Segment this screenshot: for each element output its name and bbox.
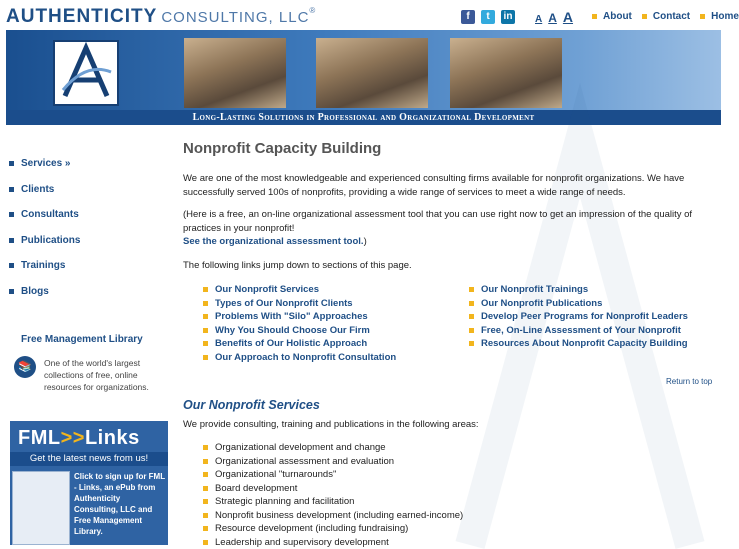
jump-link[interactable]: Benefits of Our Holistic Approach — [203, 337, 396, 351]
top-nav — [582, 11, 739, 22]
service-list-item: Resource development (including fundraising) — [203, 522, 463, 536]
bullet-icon — [642, 14, 647, 19]
logo-a-mark-icon — [53, 40, 119, 106]
top-bar — [0, 0, 727, 30]
jump-link[interactable]: Our Nonprofit Publications — [469, 297, 688, 311]
jump-link[interactable]: Types of Our Nonprofit Clients — [203, 297, 396, 311]
service-list-item: Leadership and supervisory development — [203, 536, 463, 549]
assessment-tool-link[interactable]: See the organizational assessment tool. — [183, 236, 364, 247]
service-list-item: Organizational development and change — [203, 441, 463, 455]
sidebar-item-services[interactable]: Services » — [6, 151, 169, 177]
jump-link[interactable]: Why You Should Choose Our Firm — [203, 324, 396, 338]
site-logo[interactable] — [6, 6, 315, 28]
jump-links-right — [469, 283, 688, 351]
jump-links-left — [203, 283, 396, 364]
bullet-icon — [9, 289, 14, 294]
social-links — [461, 10, 515, 24]
bullet-icon — [203, 540, 208, 545]
jump-link[interactable]: Resources About Nonprofit Capacity Building — [469, 337, 688, 351]
bullet-icon — [9, 187, 14, 192]
bullet-icon — [203, 341, 208, 346]
bullet-icon — [9, 161, 14, 166]
service-list-item: Organizational assessment and evaluation — [203, 455, 463, 469]
service-list-item: Organizational "turnarounds" — [203, 468, 463, 482]
sidebar — [6, 125, 169, 545]
bullet-icon — [203, 526, 208, 531]
font-size-controls — [535, 9, 573, 25]
bullet-icon — [203, 513, 208, 518]
bullet-icon — [203, 287, 208, 292]
logo-sub: CONSULTING, LLC — [161, 9, 309, 26]
newsletter-thumbnail-icon — [12, 471, 70, 545]
services-list — [203, 441, 463, 549]
library-icon: 📚 — [14, 356, 36, 378]
bullet-icon — [9, 263, 14, 268]
sidebar-item-publications[interactable]: Publications — [6, 228, 169, 254]
bullet-icon — [469, 301, 474, 306]
bullet-icon — [469, 341, 474, 346]
service-list-item: Board development — [203, 482, 463, 496]
banner-photo-team — [184, 38, 286, 108]
fml-links-signup-banner[interactable] — [10, 421, 168, 545]
font-size-small[interactable]: A — [535, 14, 542, 25]
twitter-icon[interactable]: t — [481, 10, 495, 24]
header-banner — [6, 30, 721, 125]
bullet-icon — [203, 459, 208, 464]
jump-link[interactable]: Our Nonprofit Services — [203, 283, 396, 297]
fml-ad-title: FML>>Links — [18, 427, 140, 450]
font-size-large[interactable]: A — [563, 9, 573, 25]
assessment-paragraph: (Here is a free, an on-line organizational assessment tool that you can use right now to get an impression of the quality of practices in your nonprofit! See the organizational assessment tool.) — [183, 208, 713, 249]
bullet-icon — [469, 287, 474, 292]
jump-link[interactable]: Problems With "Silo" Approaches — [203, 310, 396, 324]
sidebar-item-blogs[interactable]: Blogs — [6, 279, 169, 305]
return-to-top-link[interactable]: Return to top — [666, 377, 712, 386]
bullet-icon — [700, 14, 705, 19]
linkedin-icon[interactable]: in — [501, 10, 515, 24]
service-list-item: Nonprofit business development (including earned-income) — [203, 509, 463, 523]
banner-photo-meeting — [316, 38, 428, 108]
jump-link[interactable]: Develop Peer Programs for Nonprofit Leaders — [469, 310, 688, 324]
services-intro: We provide consulting, training and publications in the following areas: — [183, 418, 479, 432]
sidebar-item-consultants[interactable]: Consultants — [6, 202, 169, 228]
bullet-icon — [203, 486, 208, 491]
bullet-icon — [203, 328, 208, 333]
bullet-icon — [203, 301, 208, 306]
bullet-icon — [203, 472, 208, 477]
fml-description: One of the world's largest collections of free, online resources for organizations. — [44, 357, 174, 393]
bullet-icon — [469, 314, 474, 319]
nav-contact[interactable]: Contact — [642, 11, 690, 22]
jump-link[interactable]: Our Approach to Nonprofit Consultation — [203, 351, 396, 365]
bullet-icon — [592, 14, 597, 19]
banner-photo-discussion — [450, 38, 562, 108]
banner-tagline: Long-Lasting Solutions in Professional and Organizational Development — [6, 110, 721, 125]
sidebar-item-trainings[interactable]: Trainings — [6, 253, 169, 279]
bullet-icon — [9, 212, 14, 217]
bullet-icon — [203, 499, 208, 504]
logo-registered: ® — [309, 6, 315, 15]
font-size-medium[interactable]: A — [548, 11, 557, 25]
bullet-icon — [203, 355, 208, 360]
nav-about[interactable]: About — [592, 11, 632, 22]
intro-paragraph: We are one of the most knowledgeable and experienced consulting firms available for nonprofit organizations. We have successfully served 100s of nonprofits, providing a wide range of services to meet a wide range of needs. — [183, 172, 713, 199]
logo-main: AUTHENTICITY — [6, 6, 157, 27]
bullet-icon — [469, 328, 474, 333]
jump-intro: The following links jump down to sections of this page. — [183, 259, 412, 273]
sidebar-item-clients[interactable]: Clients — [6, 177, 169, 203]
sidebar-nav — [6, 151, 169, 304]
free-management-library-link[interactable]: Free Management Library — [21, 334, 143, 345]
fml-ad-text: Click to sign up for FML - Links, an ePub from Authenticity Consulting, LLC and Free Management Library. — [74, 471, 166, 537]
jump-link[interactable]: Free, On-Line Assessment of Your Nonprofit — [469, 324, 688, 338]
bullet-icon — [203, 445, 208, 450]
service-list-item: Strategic planning and facilitation — [203, 495, 463, 509]
bullet-icon — [203, 314, 208, 319]
nav-home[interactable]: Home — [700, 11, 739, 22]
services-heading: Our Nonprofit Services — [183, 398, 320, 412]
page-title: Nonprofit Capacity Building — [183, 140, 381, 157]
bullet-icon — [9, 238, 14, 243]
fml-ad-subtitle: Get the latest news from us! — [10, 452, 168, 466]
facebook-icon[interactable]: f — [461, 10, 475, 24]
jump-link[interactable]: Our Nonprofit Trainings — [469, 283, 688, 297]
